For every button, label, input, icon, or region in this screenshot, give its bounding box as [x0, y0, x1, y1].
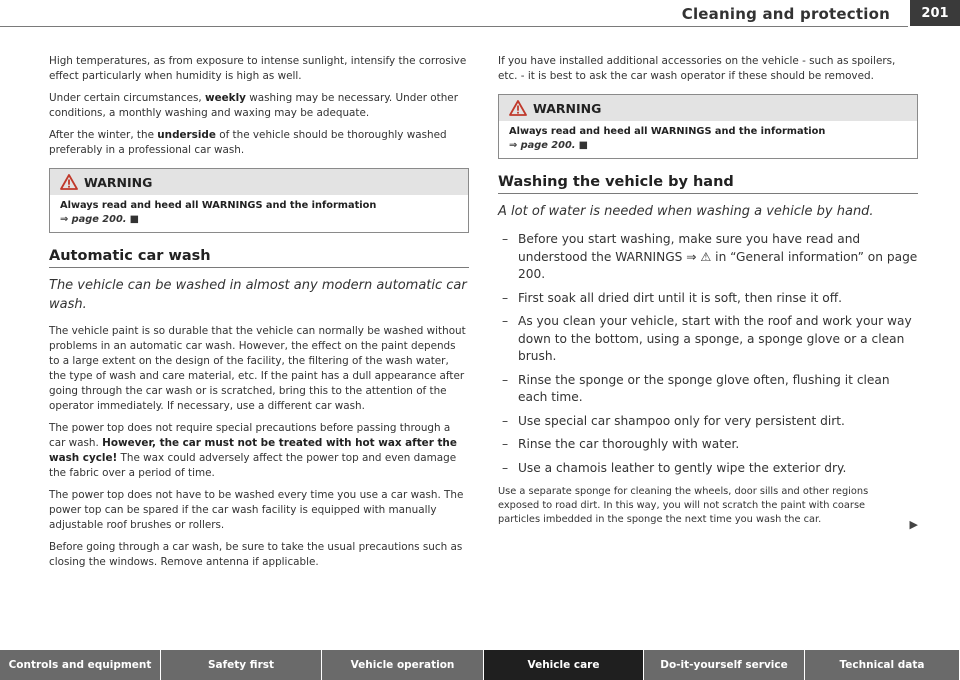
- instruction-list: [498, 231, 918, 477]
- warning-header: [50, 169, 468, 195]
- warning-title: WARNING: [533, 100, 602, 116]
- tab-vehicle-care[interactable]: Vehicle care: [484, 650, 644, 680]
- list-item: – Rinse the car thoroughly with water.: [498, 436, 918, 454]
- right-column: [498, 54, 918, 534]
- warning-text: Always read and heed all WARNINGS and the information: [60, 200, 377, 211]
- section-title: Automatic car wash: [49, 249, 469, 268]
- end-marker: ■: [578, 140, 588, 151]
- warning-header: [499, 95, 917, 121]
- warning-body: [50, 195, 468, 232]
- section-intro: A lot of water is needed when washing a vehicle by hand.: [498, 204, 874, 219]
- paragraph: If you have installed additional accessories on the vehicle - such as spoilers, etc. - it is best to ask the car wash operator if these should be removed.: [498, 55, 896, 82]
- warning-box: [49, 168, 469, 233]
- warning-box: [498, 94, 918, 159]
- warning-title: WARNING: [84, 174, 153, 190]
- end-marker: ■: [129, 214, 139, 225]
- tab-do-it-yourself-service[interactable]: Do-it-yourself service: [644, 650, 805, 680]
- list-item: – Use special car shampoo only for very persistent dirt.: [498, 413, 918, 431]
- paragraph: The power top does not require special precautions before passing through a car wash. However, the car must not be treated with hot wax after the wash cycle! The wax could adversely affect the power top and even damage the fabric over a period of time.: [49, 422, 457, 479]
- paragraph: After the winter, the underside of the vehicle should be thoroughly washed preferably in a professional car wash.: [49, 129, 447, 156]
- continue-arrow-icon: ▶: [909, 518, 918, 531]
- section-intro: The vehicle can be washed in almost any modern automatic car wash.: [49, 278, 467, 312]
- list-item: – Use a chamois leather to gently wipe the exterior dry.: [498, 460, 918, 478]
- paragraph: Before going through a car wash, be sure to take the usual precautions such as closing the windows. Remove antenna if applicable.: [49, 541, 463, 568]
- tab-safety-first[interactable]: Safety first: [161, 650, 322, 680]
- warning-body: [499, 121, 917, 158]
- chapter-tab-bar: [0, 650, 960, 680]
- tab-controls-and-equipment[interactable]: Controls and equipment: [0, 650, 161, 680]
- page-number: 201: [910, 0, 960, 26]
- page-reference-link[interactable]: ⇒ page 200.: [60, 214, 127, 225]
- paragraph: Under certain circumstances, weekly washing may be necessary. Under other conditions, a monthly washing and waxing may be adequate.: [49, 92, 458, 119]
- tab-technical-data[interactable]: Technical data: [805, 650, 959, 680]
- paragraph: The vehicle paint is so durable that the vehicle can normally be washed without problems in an automatic car wash. However, the effect on the paint depends to a large extent on the design of the facility, the filtering of the wash water, the type of wash and care material, etc. If the paint has a dull appearance after going through the car wash or is scratched, bring this to the attention of the operator immediately. If necessary, use a different car wash.: [49, 325, 466, 412]
- page-reference-link[interactable]: ⇒ page 200.: [509, 140, 576, 151]
- paragraph: The power top does not have to be washed every time you use a car wash. The power top can be spared if the car wash facility is equipped with manually adjustable roof brushes or rollers.: [49, 489, 464, 531]
- list-item: – As you clean your vehicle, start with the roof and work your way down to the bottom, using a sponge, a sponge glove or a clean brush.: [498, 313, 918, 366]
- list-item: – Rinse the sponge or the sponge glove often, flushing it clean each time.: [498, 372, 918, 407]
- warning-triangle-icon: [60, 174, 78, 190]
- section-title: Washing the vehicle by hand: [498, 175, 918, 194]
- header-rule: [0, 26, 908, 27]
- paragraph: High temperatures, as from exposure to intense sunlight, intensify the corrosive effect particularly when humidity is high as well.: [49, 55, 467, 82]
- warning-text: Always read and heed all WARNINGS and the information: [509, 126, 826, 137]
- list-item: – Before you start washing, make sure you have read and understood the WARNINGS ⇒ ⚠ in “General information” on page 200.: [498, 231, 918, 284]
- paragraph: Use a separate sponge for cleaning the wheels, door sills and other regions exposed to road dirt. In this way, you will not scratch the paint with coarse particles imbedded in the sponge the next time you wash the car.: [498, 486, 869, 525]
- page-header-title: Cleaning and protection: [681, 5, 890, 23]
- warning-triangle-icon: [509, 100, 527, 116]
- tab-vehicle-operation[interactable]: Vehicle operation: [322, 650, 484, 680]
- left-column: [49, 54, 469, 577]
- list-item: – First soak all dried dirt until it is soft, then rinse it off.: [498, 290, 918, 308]
